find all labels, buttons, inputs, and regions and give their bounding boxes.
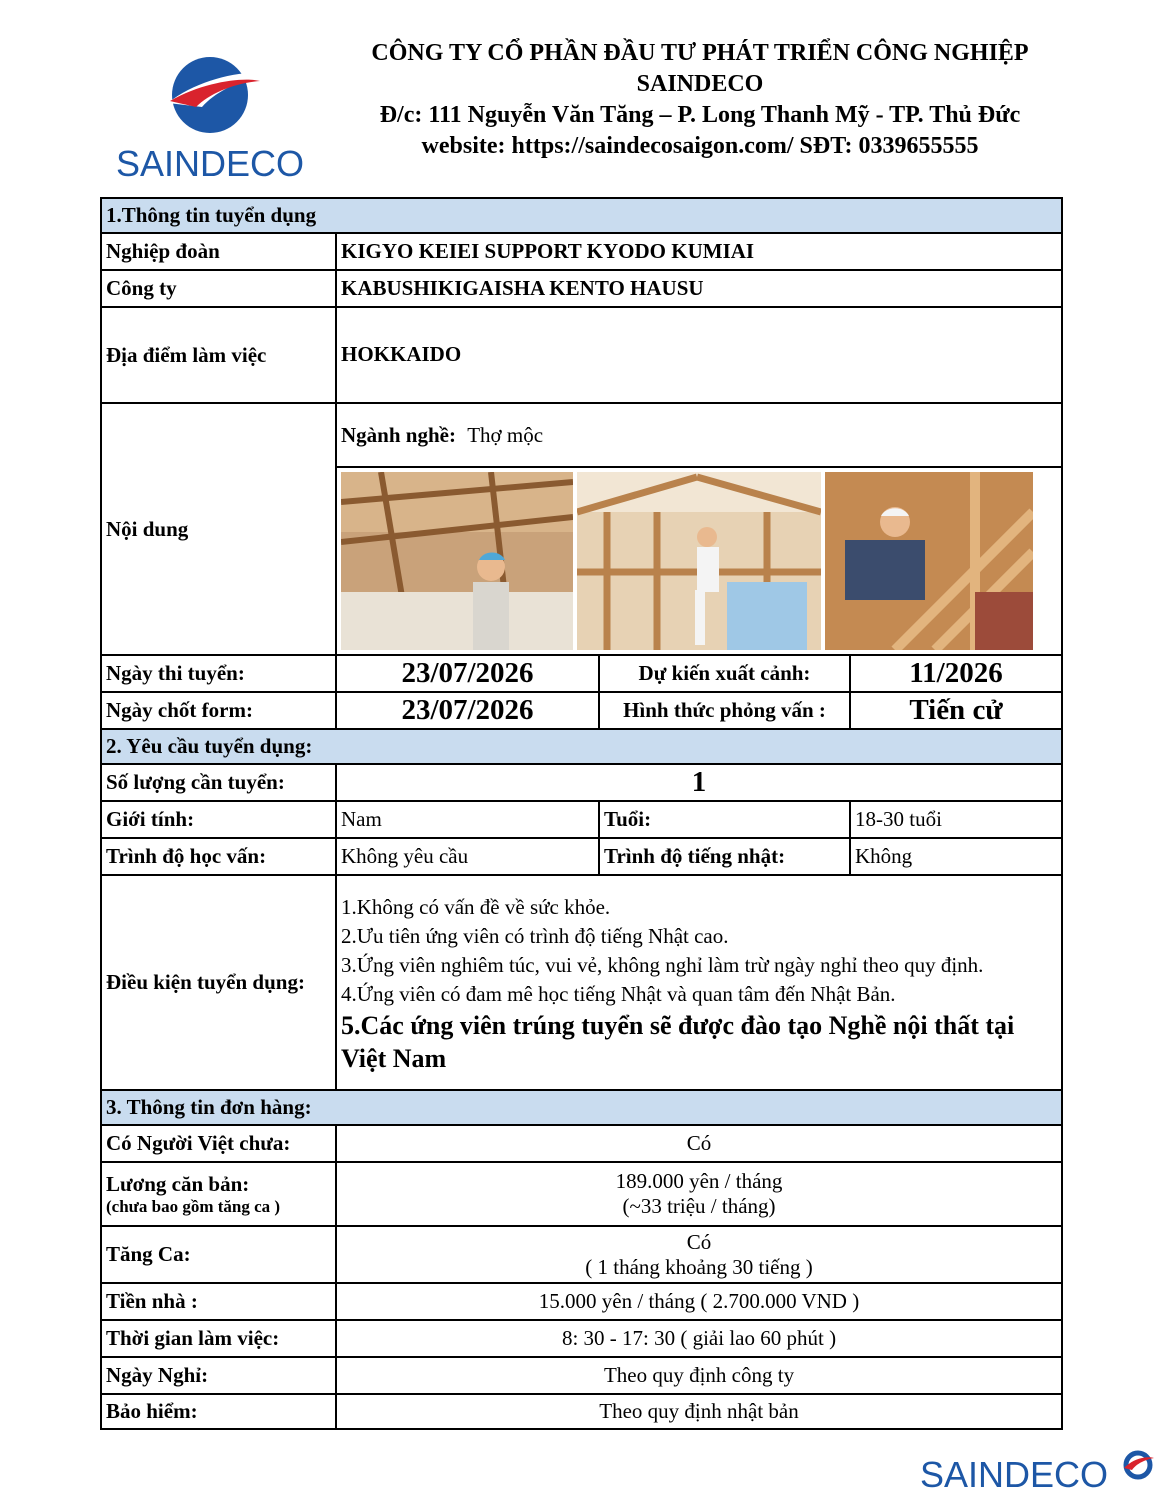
carpenter-photo-2: [577, 472, 821, 650]
overtime-label: Tăng Ca:: [101, 1226, 336, 1283]
hours-value: 8: 30 - 17: 30 ( giải lao 60 phút ): [336, 1320, 1062, 1357]
job-cell: [336, 403, 1062, 467]
content-label: Nội dung: [101, 403, 336, 655]
insurance-label: Bảo hiểm:: [101, 1394, 336, 1429]
row-vietnamese: [101, 1125, 1062, 1162]
japanese-label: Trình độ tiếng nhật:: [599, 838, 850, 875]
education-value: Không yêu cầu: [336, 838, 599, 875]
job-label: Ngành nghề:: [341, 422, 456, 447]
salary-value-vnd: (~33 triệu / tháng): [622, 1194, 776, 1218]
holiday-value: Theo quy định công ty: [336, 1357, 1062, 1394]
row-form-close: [101, 692, 1062, 729]
exam-date-value: 23/07/2026: [336, 655, 599, 692]
carpentry-photos: [337, 472, 1061, 650]
section-title: 2. Yêu cầu tuyển dụng:: [101, 729, 1062, 764]
housing-label: Tiền nhà :: [101, 1283, 336, 1320]
japanese-value: Không: [850, 838, 1062, 875]
condition-item: 4.Ứng viên có đam mê học tiếng Nhật và quan tâm đến Nhật Bản.: [341, 981, 896, 1006]
hours-label: Thời gian làm việc:: [101, 1320, 336, 1357]
union-value: KIGYO KEIEI SUPPORT KYODO KUMIAI: [336, 233, 1062, 270]
salary-value-cell: [336, 1162, 1062, 1226]
carpenter-photo-1: [341, 472, 573, 650]
section-title: 1.Thông tin tuyển dụng: [101, 198, 1062, 233]
recruitment-form-table: [100, 197, 1063, 1430]
row-insurance: [101, 1394, 1062, 1429]
gender-label: Giới tính:: [101, 801, 336, 838]
age-label: Tuổi:: [599, 801, 850, 838]
salary-value: 189.000 yên / tháng: [615, 1169, 783, 1193]
carpenter-photo-3: [825, 472, 1033, 650]
exam-date-label: Ngày thi tuyển:: [101, 655, 336, 692]
row-holiday: [101, 1357, 1062, 1394]
insurance-value: Theo quy định nhật bản: [336, 1394, 1062, 1429]
salary-label: Lương căn bản:: [106, 1171, 250, 1196]
photo-cell: [336, 467, 1062, 655]
saindeco-globe-icon: [110, 55, 305, 145]
vietnamese-value: Có: [336, 1125, 1062, 1162]
quantity-label: Số lượng cần tuyển:: [101, 764, 336, 801]
interview-value: Tiến cử: [850, 692, 1062, 729]
document-header: [0, 0, 1159, 190]
row-union: [101, 233, 1062, 270]
conditions-label: Điều kiện tuyển dụng:: [101, 875, 336, 1090]
education-label: Trình độ học vấn:: [101, 838, 336, 875]
row-housing: [101, 1283, 1062, 1320]
saindeco-logo: [110, 55, 305, 184]
section-header-requirements: [101, 729, 1062, 764]
row-exam-date: [101, 655, 1062, 692]
holiday-label: Ngày Nghỉ:: [101, 1357, 336, 1394]
gender-value: Nam: [336, 801, 599, 838]
footer-swoosh-icon: [1120, 1450, 1156, 1480]
location-value: HOKKAIDO: [336, 307, 1062, 403]
condition-item: 1.Không có vấn đề về sức khỏe.: [341, 894, 611, 919]
logo-wordmark: SAINDECO: [115, 143, 305, 184]
company-address: Đ/c: 111 Nguyễn Văn Tăng – P. Long Thanh Mỹ - TP. Thủ Đức: [379, 102, 1021, 128]
interview-label: Hình thức phỏng vấn :: [599, 692, 850, 729]
salary-label-cell: [101, 1162, 336, 1226]
overtime-value-cell: [336, 1226, 1062, 1283]
row-hours: [101, 1320, 1062, 1357]
quantity-value: 1: [336, 764, 1062, 801]
company-name-line1: CÔNG TY CỔ PHẦN ĐẦU TƯ PHÁT TRIỂN CÔNG NGHIỆP: [371, 40, 1029, 66]
departure-value: 11/2026: [850, 655, 1062, 692]
condition-item: 3.Ứng viên nghiêm túc, vui vẻ, không nghỉ làm trừ ngày nghỉ theo quy định.: [341, 952, 984, 977]
departure-label: Dự kiến xuất cảnh:: [599, 655, 850, 692]
footer-wordmark: SAINDECO: [920, 1454, 1109, 1495]
row-quantity: [101, 764, 1062, 801]
row-gender: [101, 801, 1062, 838]
row-company: [101, 270, 1062, 307]
conditions-cell: [336, 875, 1062, 1090]
row-job: [101, 403, 1062, 467]
row-education: [101, 838, 1062, 875]
company-label: Công ty: [101, 270, 336, 307]
section-title: 3. Thông tin đơn hàng:: [101, 1090, 1062, 1125]
condition-emphasis: 5.Các ứng viên trúng tuyển sẽ được đào tạo Nghề nội thất tại Việt Nam: [341, 1010, 1015, 1073]
overtime-value: Có: [686, 1229, 712, 1254]
company-info: [335, 38, 1065, 162]
housing-value: 15.000 yên / tháng ( 2.700.000 VND ): [336, 1283, 1062, 1320]
section-header-recruitment-info: [101, 198, 1062, 233]
form-close-value: 23/07/2026: [336, 692, 599, 729]
row-overtime: [101, 1226, 1062, 1283]
union-label: Nghiệp đoàn: [101, 233, 336, 270]
row-salary: [101, 1162, 1062, 1226]
row-conditions: [101, 875, 1062, 1090]
section-header-order-info: [101, 1090, 1062, 1125]
salary-sublabel: (chưa bao gồm tăng ca ): [106, 1196, 281, 1216]
row-location: [101, 307, 1062, 403]
overtime-detail: ( 1 tháng khoảng 30 tiếng ): [585, 1254, 813, 1279]
footer-logo: [920, 1450, 1159, 1500]
location-label: Địa điểm làm việc: [101, 307, 336, 403]
form-close-label: Ngày chốt form:: [101, 692, 336, 729]
company-name-line2: SAINDECO: [636, 71, 764, 97]
company-contact: website: https://saindecosaigon.com/ SĐT: 0339655555: [421, 133, 979, 159]
job-value: Thợ mộc: [467, 422, 544, 447]
company-value: KABUSHIKIGAISHA KENTO HAUSU: [336, 270, 1062, 307]
age-value: 18-30 tuổi: [850, 801, 1062, 838]
vietnamese-label: Có Người Việt chưa:: [101, 1125, 336, 1162]
condition-item: 2.Ưu tiên ứng viên có trình độ tiếng Nhật cao.: [341, 923, 729, 948]
